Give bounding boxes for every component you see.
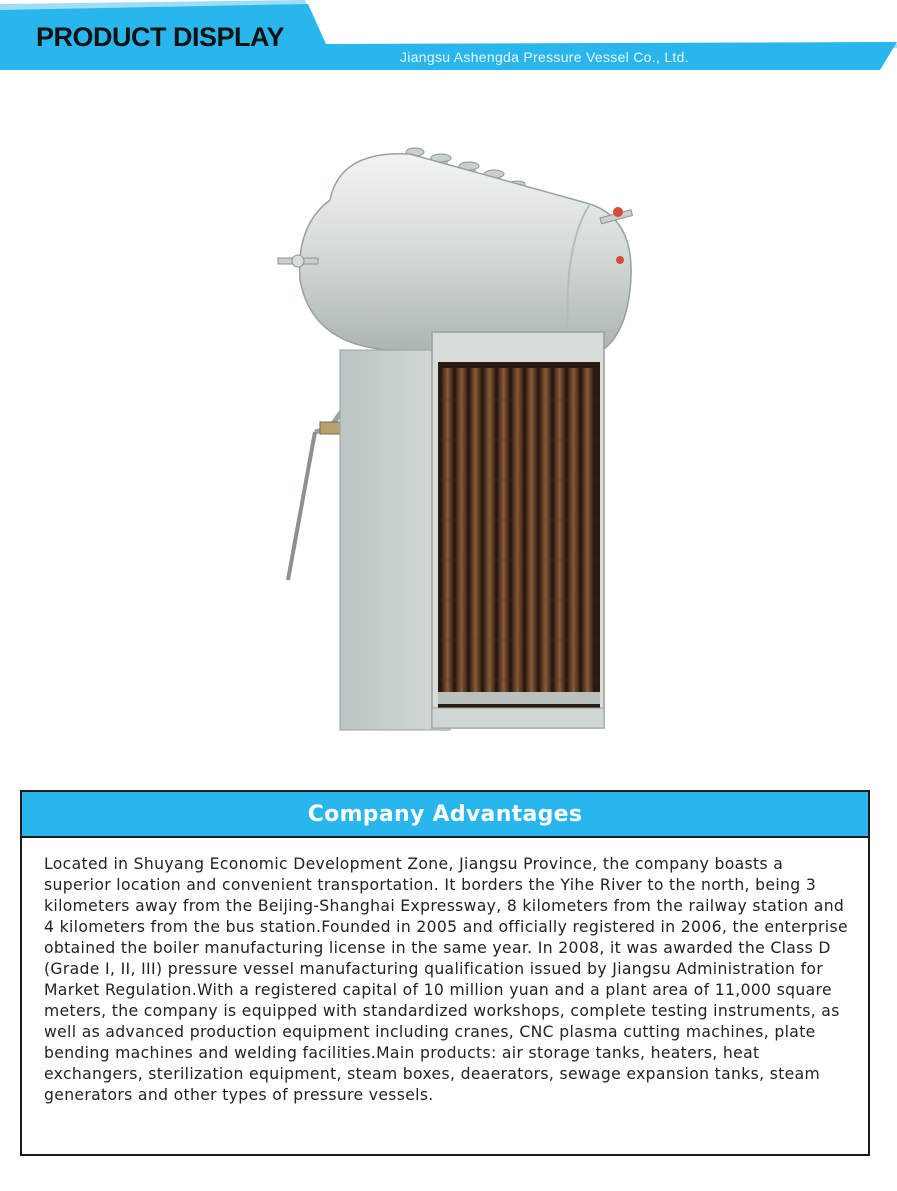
company-advantages-panel (20, 790, 870, 1156)
company-name: Jiangsu Ashengda Pressure Vessel Co., Ltd. (400, 49, 689, 65)
heat-exchanger-icon (260, 140, 640, 740)
panel-header (22, 792, 868, 838)
page-title: PRODUCT DISPLAY (36, 22, 285, 52)
header-banner (0, 0, 897, 80)
product-photo (260, 140, 640, 740)
advantages-text: Located in Shuyang Economic Development Zone, Jiangsu Province, the company boasts a superior location and convenient transportation. It borders the Yihe River to the north, being 3 kilometers away from the Beijing-Shanghai Expressway, 8 kilometers from the railway station and 4 kilometers from the bus station.Founded in 2005 and officially registered in 2006, the enterprise obtained the boiler manufacturing license in the same year. In 2008, it was awarded the Class D (Grade I, II, III) pressure vessel manufacturing qualification issued by Jiangsu Administration for Market Regulation.With a registered capital of 10 million yuan and a plant area of 11,000 square meters, the company is equipped with standardized workshops, complete testing instruments, as well as advanced production equipment including cranes, CNC plasma cutting machines, plate bending machines and welding facilities.Main products: air storage tanks, heaters, heat exchangers, sterilization equipment, steam boxes, deaerators, sewage expansion tanks, steam generators and other types of pressure vessels. (44, 855, 848, 1104)
panel-title: Company Advantages (307, 801, 583, 827)
